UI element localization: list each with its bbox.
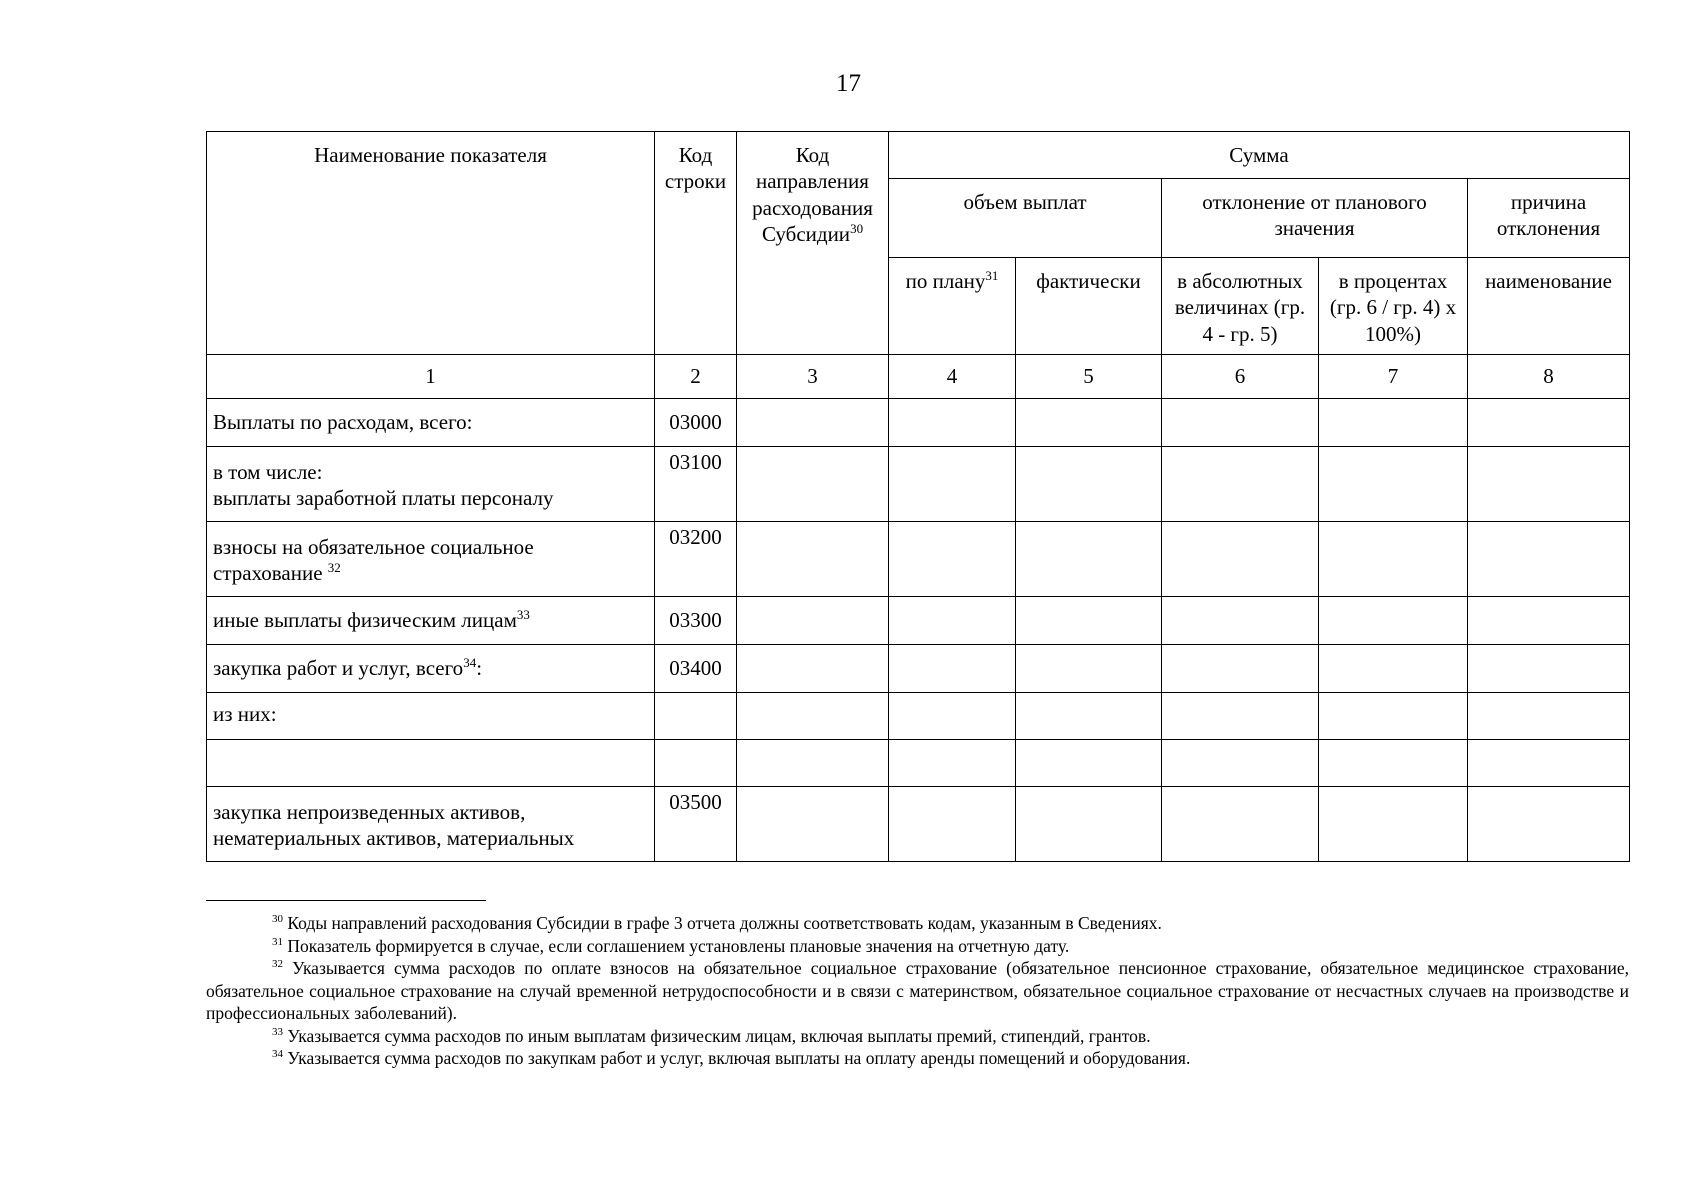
column-number: 3 [737, 355, 889, 399]
column-number: 7 [1319, 355, 1468, 399]
footnote-33 [206, 1025, 1629, 1048]
data-cell[interactable] [1016, 522, 1162, 597]
data-cell[interactable] [1319, 693, 1468, 740]
page-number: 17 [836, 70, 861, 97]
data-cell[interactable] [1319, 447, 1468, 522]
row-name: Выплаты по расходам, всего: [207, 399, 655, 447]
data-cell[interactable] [737, 522, 889, 597]
header-plan-text: по плану [905, 269, 986, 293]
row-code[interactable] [655, 740, 737, 787]
table-row [207, 693, 1630, 740]
column-number: 5 [1016, 355, 1162, 399]
data-cell[interactable] [1016, 740, 1162, 787]
data-cell[interactable] [889, 787, 1016, 862]
table-row [207, 447, 1630, 522]
row-code: 03000 [655, 399, 737, 447]
data-cell[interactable] [1319, 645, 1468, 693]
table-row [207, 740, 1630, 787]
data-cell[interactable] [1319, 597, 1468, 645]
header-indicator-name: Наименование показателя [207, 132, 655, 355]
data-cell[interactable] [1319, 522, 1468, 597]
row-name: из них: [207, 693, 655, 740]
data-cell[interactable] [1162, 693, 1319, 740]
footnote-number: 33 [272, 1025, 283, 1038]
data-cell[interactable] [1016, 693, 1162, 740]
data-cell[interactable] [889, 693, 1016, 740]
data-cell[interactable] [1016, 399, 1162, 447]
row-name-line: в том числе: [213, 460, 323, 484]
data-cell[interactable] [1162, 399, 1319, 447]
table-row [207, 597, 1630, 645]
data-cell[interactable] [889, 399, 1016, 447]
data-cell[interactable] [889, 740, 1016, 787]
table-row [207, 399, 1630, 447]
data-cell[interactable] [1468, 399, 1630, 447]
data-cell[interactable] [737, 740, 889, 787]
footnote-34 [206, 1047, 1629, 1070]
data-cell[interactable] [889, 522, 1016, 597]
row-name-text: закупка работ и услуг, всего [213, 656, 464, 681]
data-cell[interactable] [737, 787, 889, 862]
header-line-code: Код строки [655, 132, 737, 355]
header-reason-name: наименование [1468, 258, 1630, 355]
row-name [207, 597, 655, 645]
header-absolute: в абсолютных величинах (гр. 4 - гр. 5) [1162, 258, 1319, 355]
footnote-ref-30: 30 [850, 220, 864, 236]
footnote-30 [206, 912, 1629, 935]
header-actual: фактически [1016, 258, 1162, 355]
column-number: 6 [1162, 355, 1319, 399]
expenditure-report-table [206, 131, 1630, 862]
data-cell[interactable] [1468, 693, 1630, 740]
footnote-number: 31 [272, 935, 283, 948]
data-cell[interactable] [1468, 447, 1630, 522]
data-cell[interactable] [737, 399, 889, 447]
data-cell[interactable] [1468, 597, 1630, 645]
row-name[interactable] [207, 740, 655, 787]
footnote-ref-33: 33 [516, 607, 530, 623]
footnote-text: Показатель формируется в случае, если соглашением установлены плановые значения на отчетную дату. [287, 935, 1070, 956]
row-name-text: взносы на обязательное социальное страхование [213, 535, 534, 586]
data-cell[interactable] [737, 645, 889, 693]
footnote-number: 30 [272, 913, 283, 926]
data-cell[interactable] [1016, 645, 1162, 693]
row-name-text: иные выплаты физическим лицам [213, 608, 517, 633]
data-cell[interactable] [1016, 597, 1162, 645]
data-cell[interactable] [1468, 645, 1630, 693]
footnote-ref-31: 31 [985, 268, 999, 283]
header-deviation: отклонение от планового значения [1162, 179, 1468, 258]
data-cell[interactable] [1319, 399, 1468, 447]
row-code: 03400 [655, 645, 737, 693]
footnote-ref-34: 34 [463, 655, 477, 671]
row-name [207, 522, 655, 597]
row-name [207, 447, 655, 522]
row-code [655, 693, 737, 740]
header-percent: в процентах (гр. 6 / гр. 4) x 100%) [1319, 258, 1468, 355]
row-name-suffix: : [476, 656, 483, 681]
data-cell[interactable] [889, 645, 1016, 693]
header-payment-volume: объем выплат [889, 179, 1162, 258]
footnote-text: Коды направлений расходования Субсидии в графе 3 отчета должны соответствовать кодам, указанным в Сведениях. [287, 913, 1162, 933]
row-code: 03500 [655, 787, 737, 862]
data-cell[interactable] [1468, 740, 1630, 787]
footnote-separator [206, 900, 486, 901]
footnote-32 [206, 957, 1629, 1025]
data-cell[interactable] [1468, 522, 1630, 597]
data-cell[interactable] [1162, 597, 1319, 645]
data-cell[interactable] [1162, 522, 1319, 597]
data-cell[interactable] [1319, 740, 1468, 787]
footnote-31 [206, 935, 1629, 958]
data-cell[interactable] [1162, 447, 1319, 522]
data-cell[interactable] [889, 447, 1016, 522]
column-number: 8 [1468, 355, 1630, 399]
footnotes [206, 912, 1629, 1070]
footnote-text: Указывается сумма расходов по закупкам работ и услуг, включая выплаты на оплату аренды помещений и оборудования. [287, 1048, 1191, 1068]
column-number: 1 [207, 355, 655, 399]
footnote-number: 34 [272, 1048, 283, 1061]
data-cell[interactable] [1468, 787, 1630, 862]
data-cell[interactable] [737, 447, 889, 522]
row-name-line: выплаты заработной платы персоналу [213, 486, 554, 511]
footnote-text: Указывается сумма расходов по оплате взносов на обязательное социальное страхование (обязательное пенсионное страхование, обязательное медицинское страхование, обязательное социальное страхование на случай временной нетрудоспособности и в связи с материнством, обязательное социальное страхование от несчастных случаев на производстве и профессиональных заболеваний). [206, 958, 1630, 1023]
table-row [207, 522, 1630, 597]
table-row [207, 645, 1630, 693]
row-name [207, 645, 655, 693]
column-number: 2 [655, 355, 737, 399]
header-plan [889, 258, 1016, 355]
header-direction-code-text: Код направления расходования Субсидии [752, 143, 873, 246]
table-row [207, 787, 1630, 862]
data-cell[interactable] [1016, 447, 1162, 522]
footnote-ref-32: 32 [327, 560, 341, 576]
column-numbers-row [207, 355, 1630, 399]
row-code: 03100 [655, 447, 737, 522]
footnote-text: Указывается сумма расходов по иным выплатам физическим лицам, включая выплаты премий, стипендий, грантов. [287, 1025, 1151, 1046]
row-code: 03300 [655, 597, 737, 645]
footnote-number: 32 [272, 958, 283, 971]
header-deviation-reason: причина отклонения [1468, 179, 1630, 258]
row-name: закупка непроизведенных активов, нематериальных активов, материальных [207, 787, 655, 862]
data-cell[interactable] [1162, 645, 1319, 693]
column-number: 4 [889, 355, 1016, 399]
header-sum: Сумма [889, 132, 1630, 179]
data-cell[interactable] [737, 693, 889, 740]
data-cell[interactable] [1162, 787, 1319, 862]
data-cell[interactable] [1016, 787, 1162, 862]
data-cell[interactable] [737, 597, 889, 645]
data-cell[interactable] [1319, 787, 1468, 862]
row-code: 03200 [655, 522, 737, 597]
data-cell[interactable] [1162, 740, 1319, 787]
header-direction-code [737, 132, 889, 355]
data-cell[interactable] [889, 597, 1016, 645]
